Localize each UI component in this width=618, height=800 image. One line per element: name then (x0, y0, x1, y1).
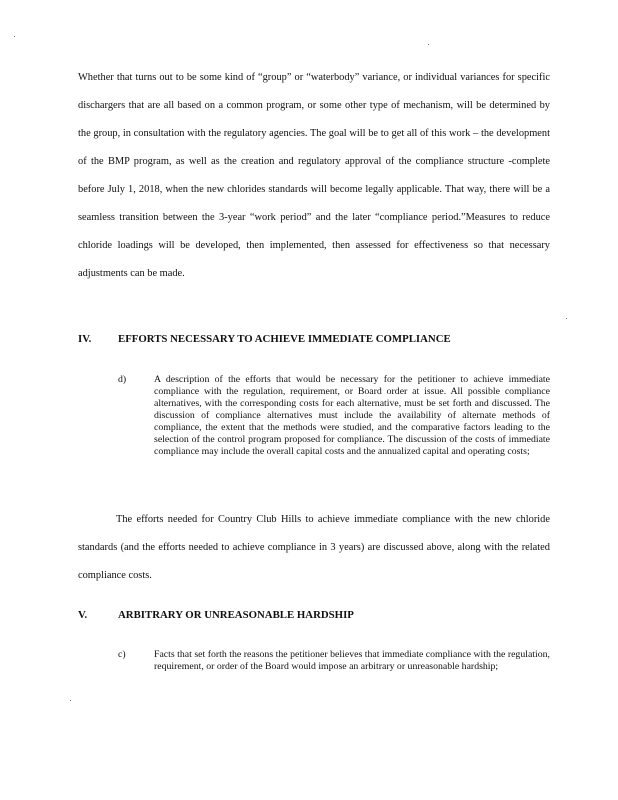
section-v-number: V. (78, 609, 88, 621)
section-iv-heading (78, 333, 451, 345)
section-v-item-text: Facts that set forth the reasons the petitioner believes that immediate compliance with the regulation, requirement, or order of the Board would impose an arbitrary or unreasonable hardship; (154, 649, 550, 672)
section-v-heading (78, 609, 354, 621)
scan-speck (566, 318, 567, 319)
section-v-item (118, 649, 548, 699)
scan-speck (428, 44, 429, 45)
section-iv-item (118, 374, 548, 504)
section-iv-title: EFFORTS NECESSARY TO ACHIEVE IMMEDIATE COMPLIANCE (118, 333, 451, 345)
section-iv-number: IV. (78, 333, 92, 345)
intro-paragraph: Whether that turns out to be some kind of “group” or “waterbody” variance, or individual variances for specific dischargers that are all based on a common program, or some other type of mechanism, will be determined by the group, in consultation with the regulatory agencies. The goal will be to get all of this work – the development of the BMP program, as well as the creation and regulatory approval of the compliance structure -complete before July 1, 2018, when the new chlorides standards will become legally applicable. That way, there will be a seamless transition between the 3-year “work period” and the later “compliance period.”Measures to reduce chloride loadings will be developed, then implemented, then assessed for effectiveness so that necessary adjustments can be made. (78, 72, 550, 279)
section-iv-item-text: A description of the efforts that would be necessary for the petitioner to achieve immediate compliance with the regulation, requirement, or Board order at issue. All possible compliance alternatives, with the corresponding costs for each alternative, must be set forth and discussed. The discussion of compliance alternatives must include the availability of alternate methods of compliance, the extent that the methods were studied, and the comparative factors leading to the selection of the control program proposed for compliance. The discussion of the costs of immediate compliance may include the overall capital costs and the annualized capital and operating costs; (154, 374, 550, 457)
section-iv-item-label: d) (118, 374, 127, 385)
scan-speck (14, 36, 15, 37)
scan-speck (70, 700, 71, 701)
section-v-item-label: c) (118, 649, 126, 660)
section-v-title: ARBITRARY OR UNREASONABLE HARDSHIP (118, 609, 354, 621)
section-iv-response: The efforts needed for Country Club Hills to achieve immediate compliance with the new chloride standards (and the efforts needed to achieve compliance in 3 years) are discussed above, along with the related compliance costs. (78, 514, 550, 581)
